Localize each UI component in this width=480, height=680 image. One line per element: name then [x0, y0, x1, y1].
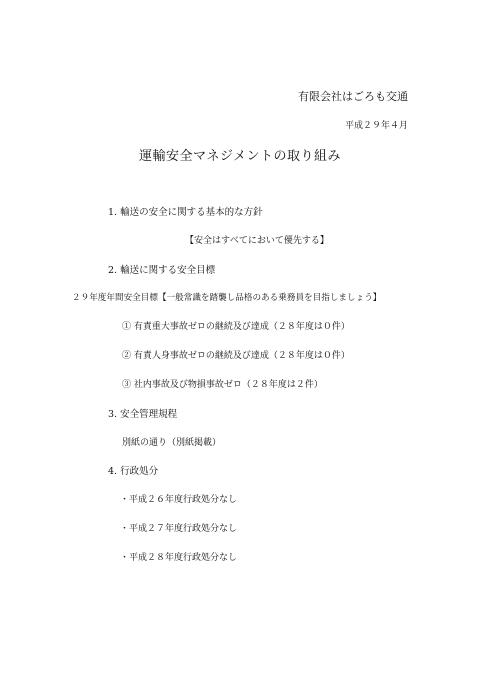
- safety-policy-text: 【安全はすべてにおいて優先する】: [185, 236, 329, 246]
- page-title: 運輸安全マネジメントの取り組み: [138, 149, 342, 164]
- annual-safety-goal: ２９年度年間安全目標【一般常識を踏襲し品格のある乗務員を目指しましょう】: [72, 293, 382, 303]
- safety-rules-text: 別紙の通り（別紙掲載）: [122, 438, 222, 448]
- company-name: 有限会社はごろも交通: [298, 90, 408, 103]
- admin-action-h27: ・平成２７年度行政処分なし: [120, 524, 238, 534]
- section-3-heading: 3. 安全管理規程: [108, 409, 178, 420]
- admin-action-h26: ・平成２６年度行政処分なし: [120, 495, 238, 505]
- document-date: 平成２９年４月: [344, 121, 408, 131]
- section-1-heading: 1. 輸送の安全に関する基本的な方針: [108, 207, 263, 218]
- goal-item-2: ② 有責人身事故ゼロの継続及び達成（２８年度は０件）: [122, 351, 350, 361]
- section-2-heading: 2. 輸送に関する安全目標: [108, 265, 216, 276]
- goal-item-3: ③ 社内事故及び物損事故ゼロ（２８年度は２件）: [122, 380, 323, 390]
- admin-action-h28: ・平成２８年度行政処分なし: [120, 553, 238, 563]
- section-4-heading: 4. 行政処分: [108, 466, 159, 477]
- goal-item-1: ① 有責重大事故ゼロの継続及び達成（２８年度は０件）: [122, 322, 350, 332]
